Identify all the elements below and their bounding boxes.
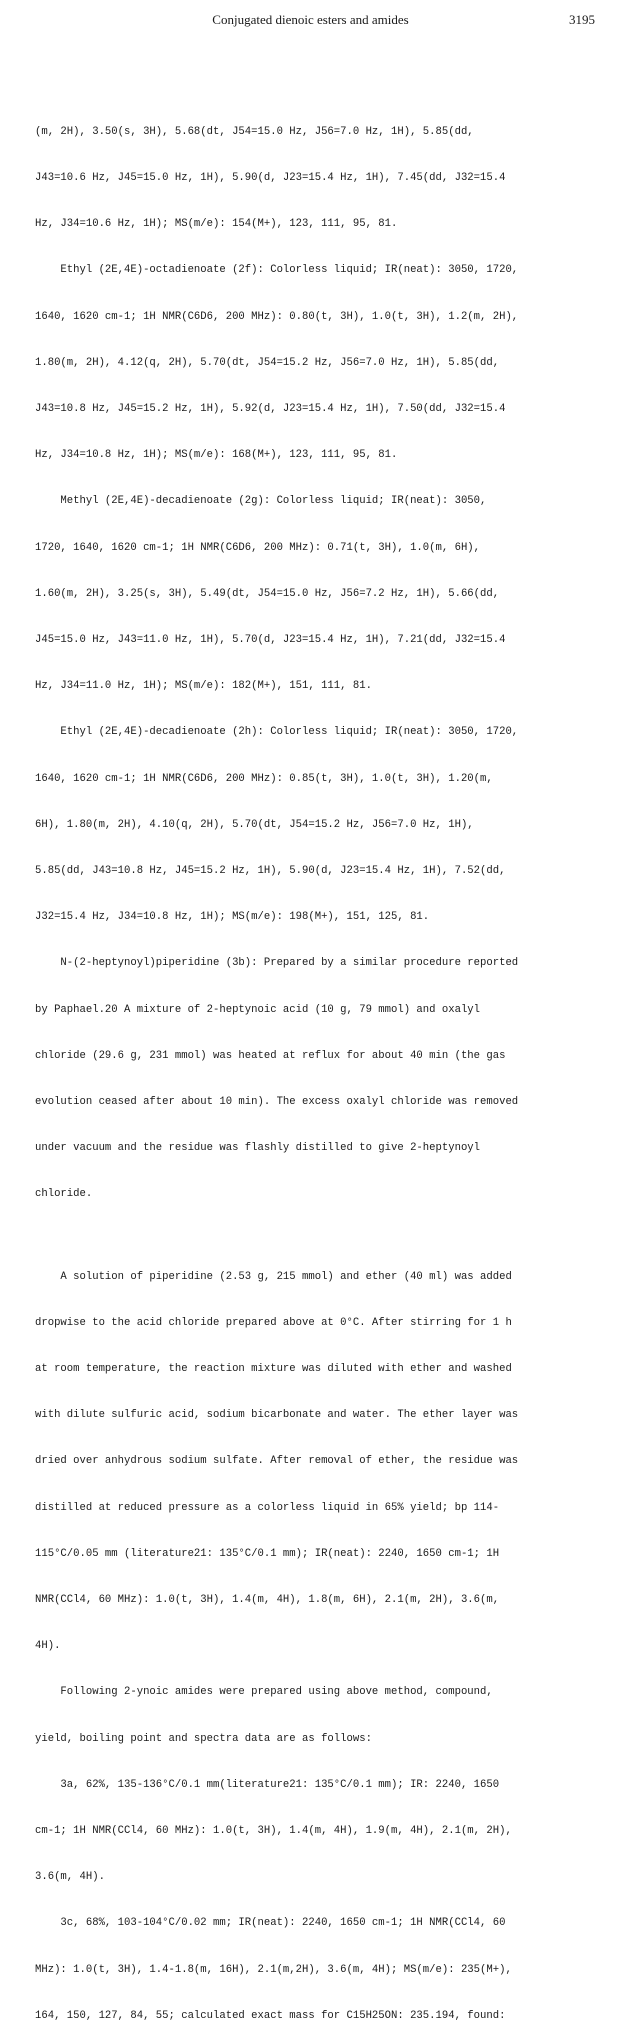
text-line: 3c, 68%, 103-104°C/0.02 mm; IR(neat): 2240, 1650 cm-1; 1H NMR(CCl4, 60: [35, 1917, 506, 1930]
text-line: Ethyl (2E,4E)-octadienoate (2f): Colorless liquid; IR(neat): 3050, 1720,: [35, 264, 519, 277]
body-text: [35, 94, 605, 2040]
text-line: yield, boiling point and spectra data are as follows:: [35, 1732, 372, 1745]
text-line: 3a, 62%, 135-136°C/0.1 mm(literature21: 135°C/0.1 mm); IR: 2240, 1650: [35, 1778, 500, 1791]
text-line: 115°C/0.05 mm (literature21: 135°C/0.1 mm); IR(neat): 2240, 1650 cm-1; 1H: [35, 1547, 500, 1560]
page-number: 3195: [569, 12, 595, 27]
text-line: 6H), 1.80(m, 2H), 4.10(q, 2H), 5.70(dt, J54=15.2 Hz, J56=7.0 Hz, 1H),: [35, 818, 474, 831]
text-line: by Paphael.20 A mixture of 2-heptynoic acid (10 g, 79 mmol) and oxalyl: [35, 1003, 481, 1016]
text-line: J32=15.4 Hz, J34=10.8 Hz, 1H); MS(m/e): 198(M+), 151, 125, 81.: [35, 911, 430, 924]
text-line: Hz, J34=10.8 Hz, 1H); MS(m/e): 168(M+), 123, 111, 95, 81.: [35, 449, 398, 462]
text-line: J43=10.8 Hz, J45=15.2 Hz, 1H), 5.92(d, J23=15.4 Hz, 1H), 7.50(dd, J32=15.4: [35, 403, 506, 416]
text-line: evolution ceased after about 10 min). The excess oxalyl chloride was removed: [35, 1096, 519, 1109]
text-line: Hz, J34=10.6 Hz, 1H); MS(m/e): 154(M+), 123, 111, 95, 81.: [35, 218, 398, 231]
text-line: with dilute sulfuric acid, sodium bicarbonate and water. The ether layer was: [35, 1409, 519, 1422]
text-line: cm-1; 1H NMR(CCl4, 60 MHz): 1.0(t, 3H), 1.4(m, 4H), 1.9(m, 4H), 2.1(m, 2H),: [35, 1824, 512, 1837]
page-header: [0, 8, 621, 28]
text-line: 3.6(m, 4H).: [35, 1871, 105, 1884]
text-line: dried over anhydrous sodium sulfate. After removal of ether, the residue was: [35, 1455, 519, 1468]
text-line: dropwise to the acid chloride prepared above at 0°C. After stirring for 1 h: [35, 1316, 512, 1329]
text-line: chloride (29.6 g, 231 mmol) was heated at reflux for about 40 min (the gas: [35, 1049, 506, 1062]
text-line: 1.80(m, 2H), 4.12(q, 2H), 5.70(dt, J54=15.2 Hz, J56=7.0 Hz, 1H), 5.85(dd,: [35, 356, 500, 369]
text-line: J45=15.0 Hz, J43=11.0 Hz, 1H), 5.70(d, J23=15.4 Hz, 1H), 7.21(dd, J32=15.4: [35, 634, 506, 647]
text-line: N-(2-heptynoyl)piperidine (3b): Prepared by a similar procedure reported: [35, 957, 519, 970]
text-line: 1640, 1620 cm-1; 1H NMR(C6D6, 200 MHz): 0.85(t, 3H), 1.0(t, 3H), 1.20(m,: [35, 772, 493, 785]
text-line: 164, 150, 127, 84, 55; calculated exact mass for C15H25ON: 235.194, found:: [35, 2009, 506, 2022]
text-line: distilled at reduced pressure as a colorless liquid in 65% yield; bp 114-: [35, 1501, 500, 1514]
paragraph-gap: [35, 1234, 605, 1239]
text-line: NMR(CCl4, 60 MHz): 1.0(t, 3H), 1.4(m, 4H), 1.8(m, 6H), 2.1(m, 2H), 3.6(m,: [35, 1593, 500, 1606]
text-line: Following 2-ynoic amides were prepared using above method, compound,: [35, 1686, 493, 1699]
text-line: J43=10.6 Hz, J45=15.0 Hz, 1H), 5.90(d, J23=15.4 Hz, 1H), 7.45(dd, J32=15.4: [35, 172, 506, 185]
text-line: Ethyl (2E,4E)-decadienoate (2h): Colorless liquid; IR(neat): 3050, 1720,: [35, 726, 519, 739]
text-line: 1720, 1640, 1620 cm-1; 1H NMR(C6D6, 200 MHz): 0.71(t, 3H), 1.0(m, 6H),: [35, 541, 481, 554]
text-line: (m, 2H), 3.50(s, 3H), 5.68(dt, J54=15.0 Hz, J56=7.0 Hz, 1H), 5.85(dd,: [35, 125, 474, 138]
text-line: 1640, 1620 cm-1; 1H NMR(C6D6, 200 MHz): 0.80(t, 3H), 1.0(t, 3H), 1.2(m, 2H),: [35, 310, 519, 323]
text-line: MHz): 1.0(t, 3H), 1.4-1.8(m, 16H), 2.1(m,2H), 3.6(m, 4H); MS(m/e): 235(M+),: [35, 1963, 512, 1976]
text-line: at room temperature, the reaction mixture was diluted with ether and washed: [35, 1362, 512, 1375]
text-line: under vacuum and the residue was flashly distilled to give 2-heptynoyl: [35, 1142, 481, 1155]
text-line: A solution of piperidine (2.53 g, 215 mmol) and ether (40 ml) was added: [35, 1270, 512, 1283]
text-line: 5.85(dd, J43=10.8 Hz, J45=15.2 Hz, 1H), 5.90(d, J23=15.4 Hz, 1H), 7.52(dd,: [35, 865, 506, 878]
text-line: 4H).: [35, 1640, 61, 1653]
text-line: Hz, J34=11.0 Hz, 1H); MS(m/e): 182(M+), 151, 111, 81.: [35, 680, 372, 693]
text-line: Methyl (2E,4E)-decadienoate (2g): Colorless liquid; IR(neat): 3050,: [35, 495, 487, 508]
text-line: 1.60(m, 2H), 3.25(s, 3H), 5.49(dt, J54=15.0 Hz, J56=7.2 Hz, 1H), 5.66(dd,: [35, 587, 500, 600]
running-title: Conjugated dienoic esters and amides: [212, 12, 409, 27]
text-line: chloride.: [35, 1188, 93, 1201]
